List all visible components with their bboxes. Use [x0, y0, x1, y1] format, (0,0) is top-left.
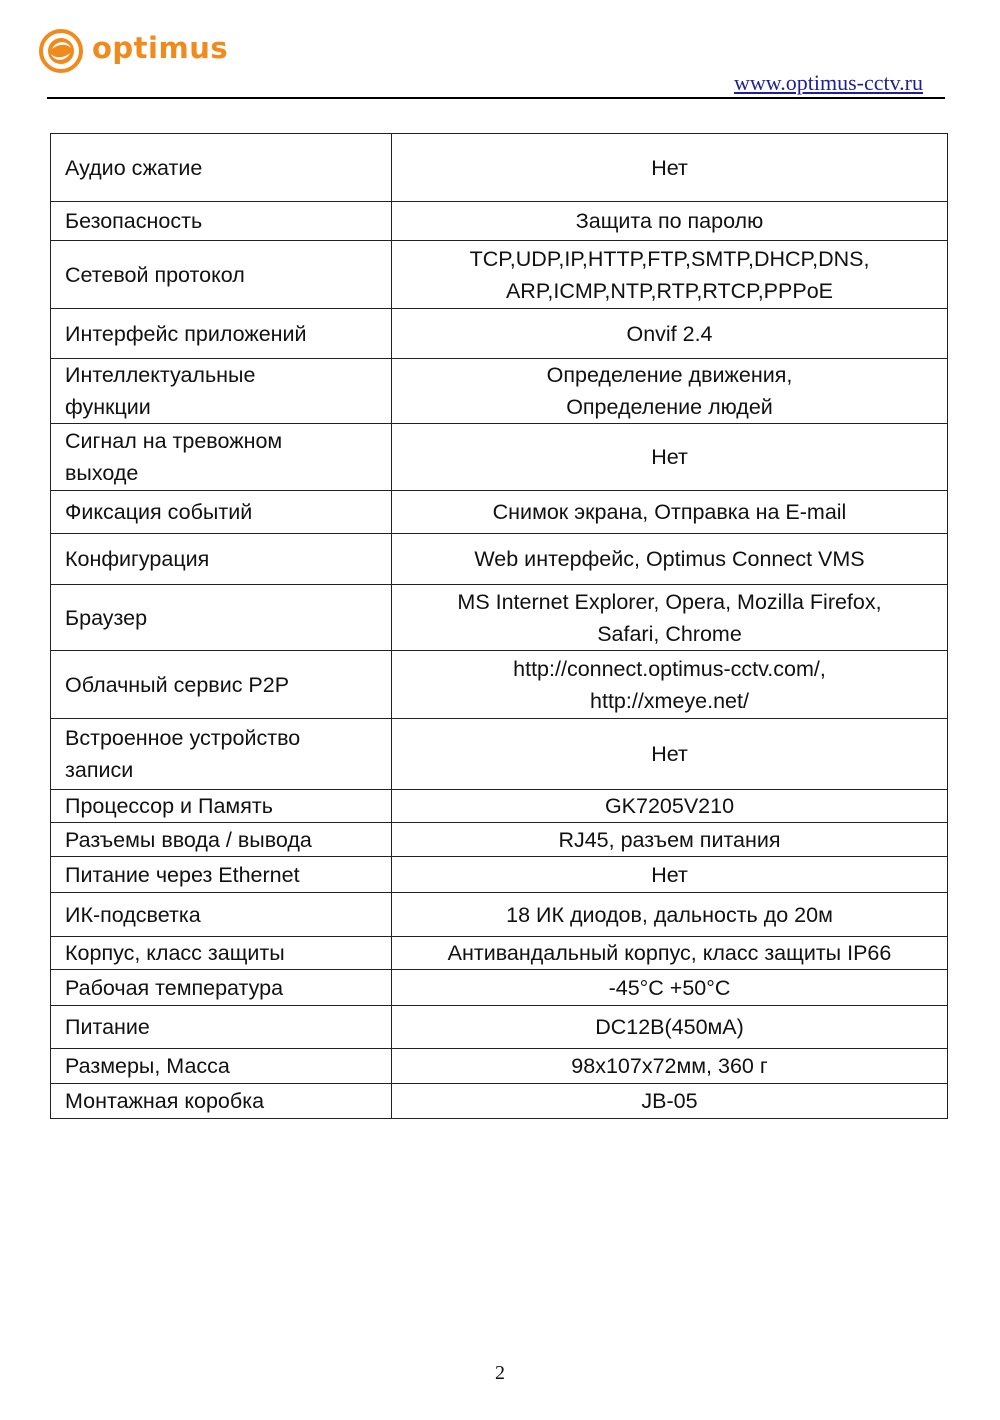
- spec-value: Onvif 2.4: [392, 309, 948, 359]
- spec-label: Монтажная коробка: [51, 1084, 392, 1119]
- table-row: [51, 134, 948, 202]
- spec-value: Определение движения, Определение людей: [392, 359, 948, 424]
- spec-value: RJ45, разъем питания: [392, 823, 948, 857]
- page-header: [0, 0, 1000, 100]
- spec-value: Web интерфейс, Optimus Connect VMS: [392, 534, 948, 585]
- brand-logo: [38, 28, 228, 74]
- table-row: [51, 202, 948, 241]
- spec-label: Корпус, класс защиты: [51, 937, 392, 970]
- spec-value: TCP,UDP,IP,HTTP,FTP,SMTP,DHCP,DNS, ARP,ICMP,NTP,RTP,RTCP,PPPoE: [392, 241, 948, 309]
- spec-value: http://connect.optimus-cctv.com/, http://xmeye.net/: [392, 651, 948, 719]
- table-row: [51, 857, 948, 893]
- table-row: [51, 585, 948, 651]
- specifications-table: [50, 133, 948, 1119]
- spec-value: DC12В(450мА): [392, 1006, 948, 1049]
- spec-value: JB-05: [392, 1084, 948, 1119]
- spec-label: ИК-подсветка: [51, 893, 392, 937]
- table-row: [51, 970, 948, 1006]
- spec-value: 98x107x72мм, 360 г: [392, 1049, 948, 1084]
- table-row: [51, 893, 948, 937]
- table-row: [51, 790, 948, 823]
- spec-value: Нет: [392, 857, 948, 893]
- spec-label: Сигнал на тревожном выходе: [51, 424, 392, 491]
- spec-label: Питание: [51, 1006, 392, 1049]
- table-row: [51, 359, 948, 424]
- page-number: 2: [495, 1362, 505, 1384]
- spec-label: Питание через Ethernet: [51, 857, 392, 893]
- spec-label: Аудио сжатие: [51, 134, 392, 202]
- spec-label: Облачный сервис P2P: [51, 651, 392, 719]
- spec-label: Безопасность: [51, 202, 392, 241]
- optimus-logo-icon: [38, 28, 84, 74]
- spec-label: Рабочая температура: [51, 970, 392, 1006]
- spec-value: Нет: [392, 134, 948, 202]
- spec-label: Размеры, Масса: [51, 1049, 392, 1084]
- spec-value: 18 ИК диодов, дальность до 20м: [392, 893, 948, 937]
- spec-value: -45°C +50°C: [392, 970, 948, 1006]
- spec-value: GK7205V210: [392, 790, 948, 823]
- spec-value: Нет: [392, 424, 948, 491]
- spec-value: Нет: [392, 719, 948, 790]
- spec-value: Снимок экрана, Отправка на E-mail: [392, 491, 948, 534]
- table-row: [51, 1084, 948, 1119]
- spec-value: MS Internet Explorer, Opera, Mozilla Firefox, Safari, Chrome: [392, 585, 948, 651]
- spec-label: Фиксация событий: [51, 491, 392, 534]
- table-row: [51, 241, 948, 309]
- table-row: [51, 937, 948, 970]
- spec-label: Браузер: [51, 585, 392, 651]
- spec-value: Антивандальный корпус, класс защиты IP66: [392, 937, 948, 970]
- spec-label: Разъемы ввода / вывода: [51, 823, 392, 857]
- table-row: [51, 424, 948, 491]
- brand-name: optimus: [92, 31, 229, 65]
- spec-value: Защита по паролю: [392, 202, 948, 241]
- website-link[interactable]: www.optimus-cctv.ru: [734, 70, 923, 95]
- table-row: [51, 1049, 948, 1084]
- spec-label: Интерфейс приложений: [51, 309, 392, 359]
- spec-label: Конфигурация: [51, 534, 392, 585]
- spec-label: Интеллектуальные функции: [51, 359, 392, 424]
- table-row: [51, 1006, 948, 1049]
- table-row: [51, 823, 948, 857]
- table-row: [51, 651, 948, 719]
- spec-label: Процессор и Память: [51, 790, 392, 823]
- spec-label: Встроенное устройство записи: [51, 719, 392, 790]
- table-row: [51, 534, 948, 585]
- table-row: [51, 719, 948, 790]
- header-divider: [47, 97, 945, 99]
- table-row: [51, 309, 948, 359]
- spec-label: Сетевой протокол: [51, 241, 392, 309]
- table-row: [51, 491, 948, 534]
